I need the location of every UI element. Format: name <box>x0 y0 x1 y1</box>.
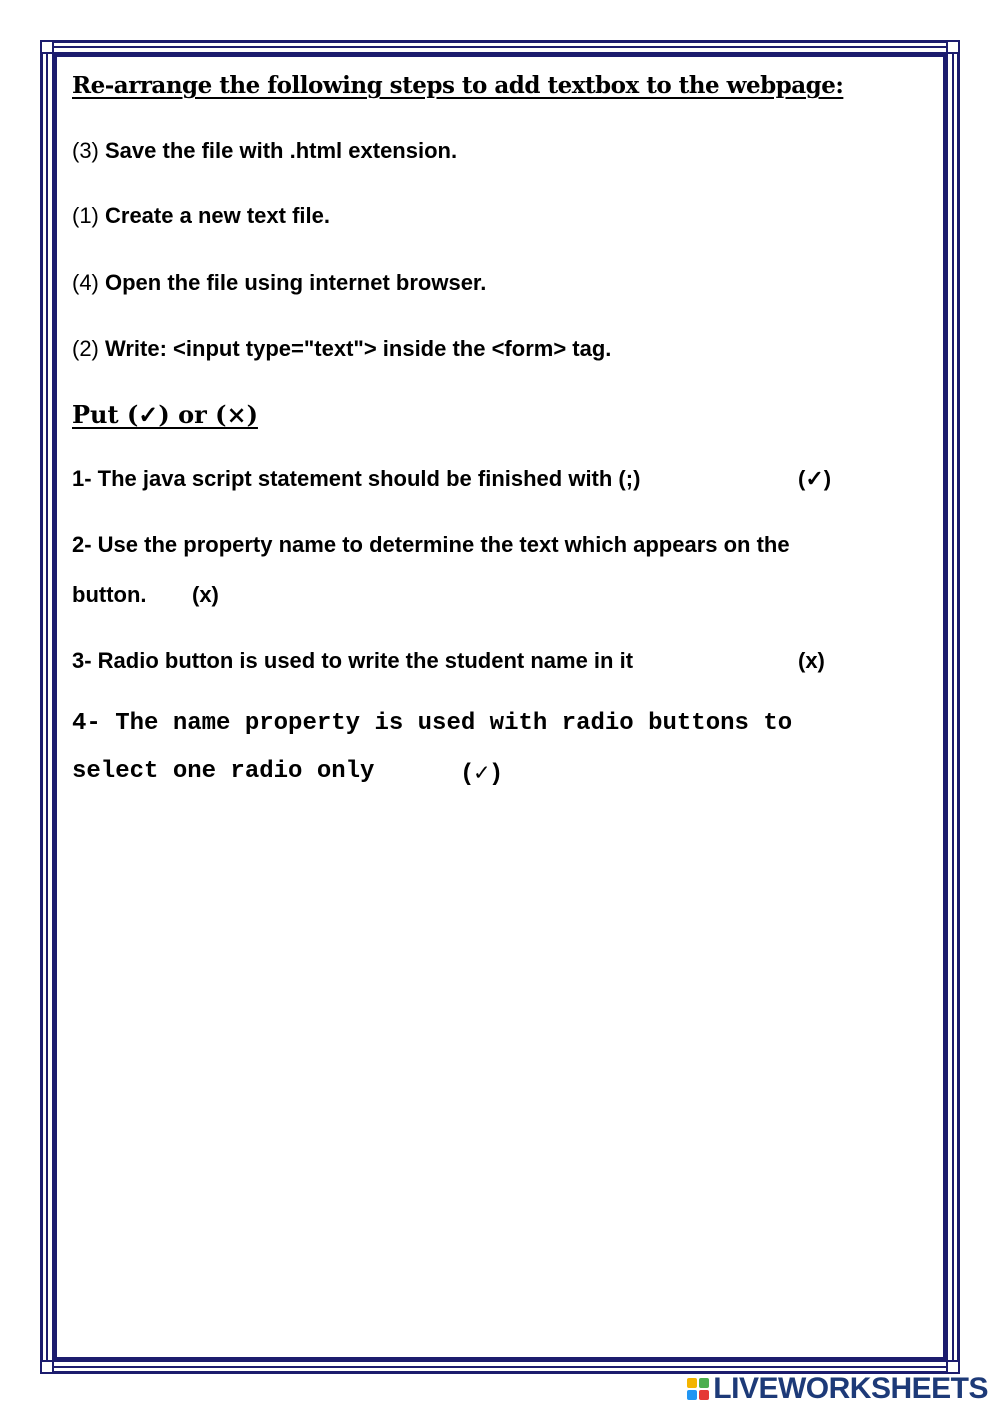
step-number: (1) <box>72 203 105 228</box>
logo-square <box>699 1390 709 1400</box>
liveworksheets-brand[interactable] <box>687 1372 988 1406</box>
step-text: Open the file using internet browser. <box>105 270 487 295</box>
liveworksheets-logo-icon <box>687 1378 709 1400</box>
border-corner-top-right <box>946 40 960 54</box>
step-text: Save the file with .html extension. <box>105 138 458 163</box>
step-text: Write: <input type="text"> inside the <form> tag. <box>105 336 612 361</box>
rearrange-heading: Re-arrange the following steps to add textbox to the webpage: <box>72 72 844 99</box>
step-item <box>72 336 611 362</box>
question-2-text-line1: 2- Use the property name to determine the text which appears on the <box>72 532 790 557</box>
question-4-text-line2: select one radio only <box>72 758 375 785</box>
question-4-text-line1: 4- The name property is used with radio buttons to <box>72 710 793 737</box>
logo-square <box>699 1378 709 1388</box>
question-3-answer: (x) <box>798 648 825 673</box>
logo-square <box>687 1378 697 1388</box>
step-number: (3) <box>72 138 105 163</box>
question-1-text: 1- The java script statement should be finished with (;) <box>72 466 641 491</box>
question-4-answer: (✓) <box>460 761 504 788</box>
step-text: Create a new text file. <box>105 203 330 228</box>
logo-square <box>687 1390 697 1400</box>
question-2-answer: (x) <box>192 582 219 607</box>
step-item <box>72 138 457 164</box>
border-corner-top-left <box>40 40 54 54</box>
step-item <box>72 270 486 296</box>
question-3-text: 3- Radio button is used to write the student name in it <box>72 648 634 673</box>
step-number: (4) <box>72 270 105 295</box>
step-number: (2) <box>72 336 105 361</box>
true-false-heading: Put (✓) or (×) <box>72 400 258 429</box>
page-border-inner <box>52 52 948 1362</box>
brand-text: LIVEWORKSHEETS <box>713 1372 988 1405</box>
question-1-answer: (✓) <box>798 466 832 491</box>
step-item <box>72 203 330 229</box>
border-corner-bottom-left <box>40 1360 54 1374</box>
question-2-text-line2: button. <box>72 582 147 607</box>
